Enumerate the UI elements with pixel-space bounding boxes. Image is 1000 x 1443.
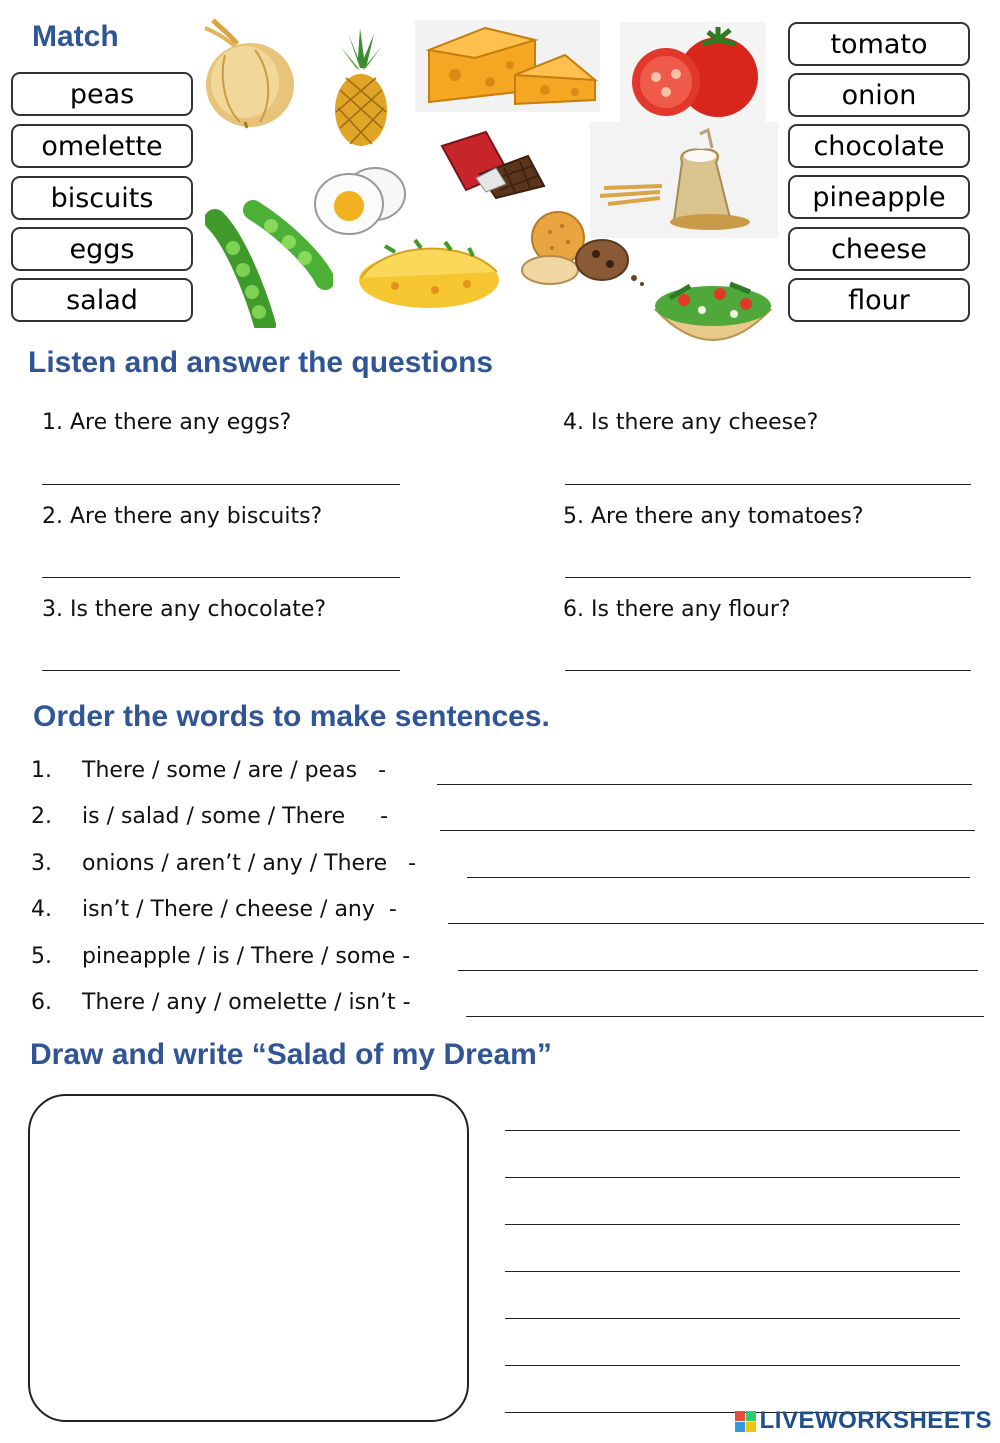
write-line-6[interactable] [505, 1365, 960, 1366]
match-word-cheese[interactable]: cheese [788, 227, 970, 271]
liveworksheets-logo[interactable] [735, 1407, 992, 1435]
order-heading: Order the words to make sentences. [33, 700, 550, 733]
order-words-3: onions / aren’t / any / There - [82, 851, 417, 876]
order-num-1: 1. [31, 758, 52, 783]
match-word-pineapple[interactable]: pineapple [788, 175, 970, 219]
order-answer-line-1[interactable] [437, 784, 972, 785]
write-line-5[interactable] [505, 1318, 960, 1319]
peas-picture[interactable] [205, 190, 333, 328]
cheese-picture[interactable] [415, 20, 600, 112]
question-5: 5. Are there any tomatoes? [563, 504, 864, 529]
salad-picture[interactable] [650, 270, 776, 350]
order-answer-line-4[interactable] [448, 923, 984, 924]
order-answer-line-2[interactable] [440, 830, 975, 831]
drawing-area[interactable] [28, 1094, 469, 1422]
match-word-chocolate[interactable]: chocolate [788, 124, 970, 168]
order-num-2: 2. [31, 804, 52, 829]
draw-heading: Draw and write “Salad of my Dream” [30, 1038, 552, 1071]
order-num-5: 5. [31, 944, 52, 969]
order-words-1: There / some / are / peas - [82, 758, 387, 783]
question-6: 6. Is there any flour? [563, 597, 791, 622]
question-2: 2. Are there any biscuits? [42, 504, 323, 529]
order-num-6: 6. [31, 990, 52, 1015]
order-words-5: pineapple / is / There / some - [82, 944, 411, 969]
omelette-picture[interactable] [355, 232, 503, 312]
match-heading: Match [32, 20, 119, 53]
answer-line-3[interactable] [42, 670, 400, 671]
answer-line-1[interactable] [42, 484, 400, 485]
question-3: 3. Is there any chocolate? [42, 597, 327, 622]
match-word-peas[interactable]: peas [11, 72, 193, 116]
order-words-2: is / salad / some / There - [82, 804, 389, 829]
order-num-4: 4. [31, 897, 52, 922]
write-line-1[interactable] [505, 1130, 960, 1131]
onion-picture[interactable] [185, 10, 300, 130]
match-word-salad[interactable]: salad [11, 278, 193, 322]
answer-line-5[interactable] [565, 577, 971, 578]
liveworksheets-logo-icon [735, 1411, 756, 1432]
liveworksheets-logo-text: LIVEWORKSHEETS [759, 1407, 992, 1434]
answer-line-2[interactable] [42, 577, 400, 578]
match-word-biscuits[interactable]: biscuits [11, 176, 193, 220]
tomato-picture[interactable] [620, 22, 766, 122]
order-answer-line-6[interactable] [466, 1016, 984, 1017]
order-words-6: There / any / omelette / isn’t - [82, 990, 411, 1015]
question-1: 1. Are there any eggs? [42, 410, 292, 435]
match-word-flour[interactable]: flour [788, 278, 970, 322]
match-word-eggs[interactable]: eggs [11, 227, 193, 271]
write-line-3[interactable] [505, 1224, 960, 1225]
pineapple-picture[interactable] [328, 28, 393, 148]
order-words-4: isn’t / There / cheese / any - [82, 897, 397, 922]
match-word-tomato[interactable]: tomato [788, 22, 970, 66]
order-answer-line-3[interactable] [467, 877, 970, 878]
order-num-3: 3. [31, 851, 52, 876]
order-answer-line-5[interactable] [458, 970, 978, 971]
write-line-2[interactable] [505, 1177, 960, 1178]
chocolate-picture[interactable] [436, 128, 548, 200]
biscuits-picture[interactable] [518, 208, 652, 292]
answer-line-6[interactable] [565, 670, 971, 671]
question-4: 4. Is there any cheese? [563, 410, 819, 435]
match-word-onion[interactable]: onion [788, 73, 970, 117]
write-line-4[interactable] [505, 1271, 960, 1272]
answer-line-4[interactable] [565, 484, 971, 485]
match-word-omelette[interactable]: omelette [11, 124, 193, 168]
listen-heading: Listen and answer the questions [28, 346, 494, 379]
